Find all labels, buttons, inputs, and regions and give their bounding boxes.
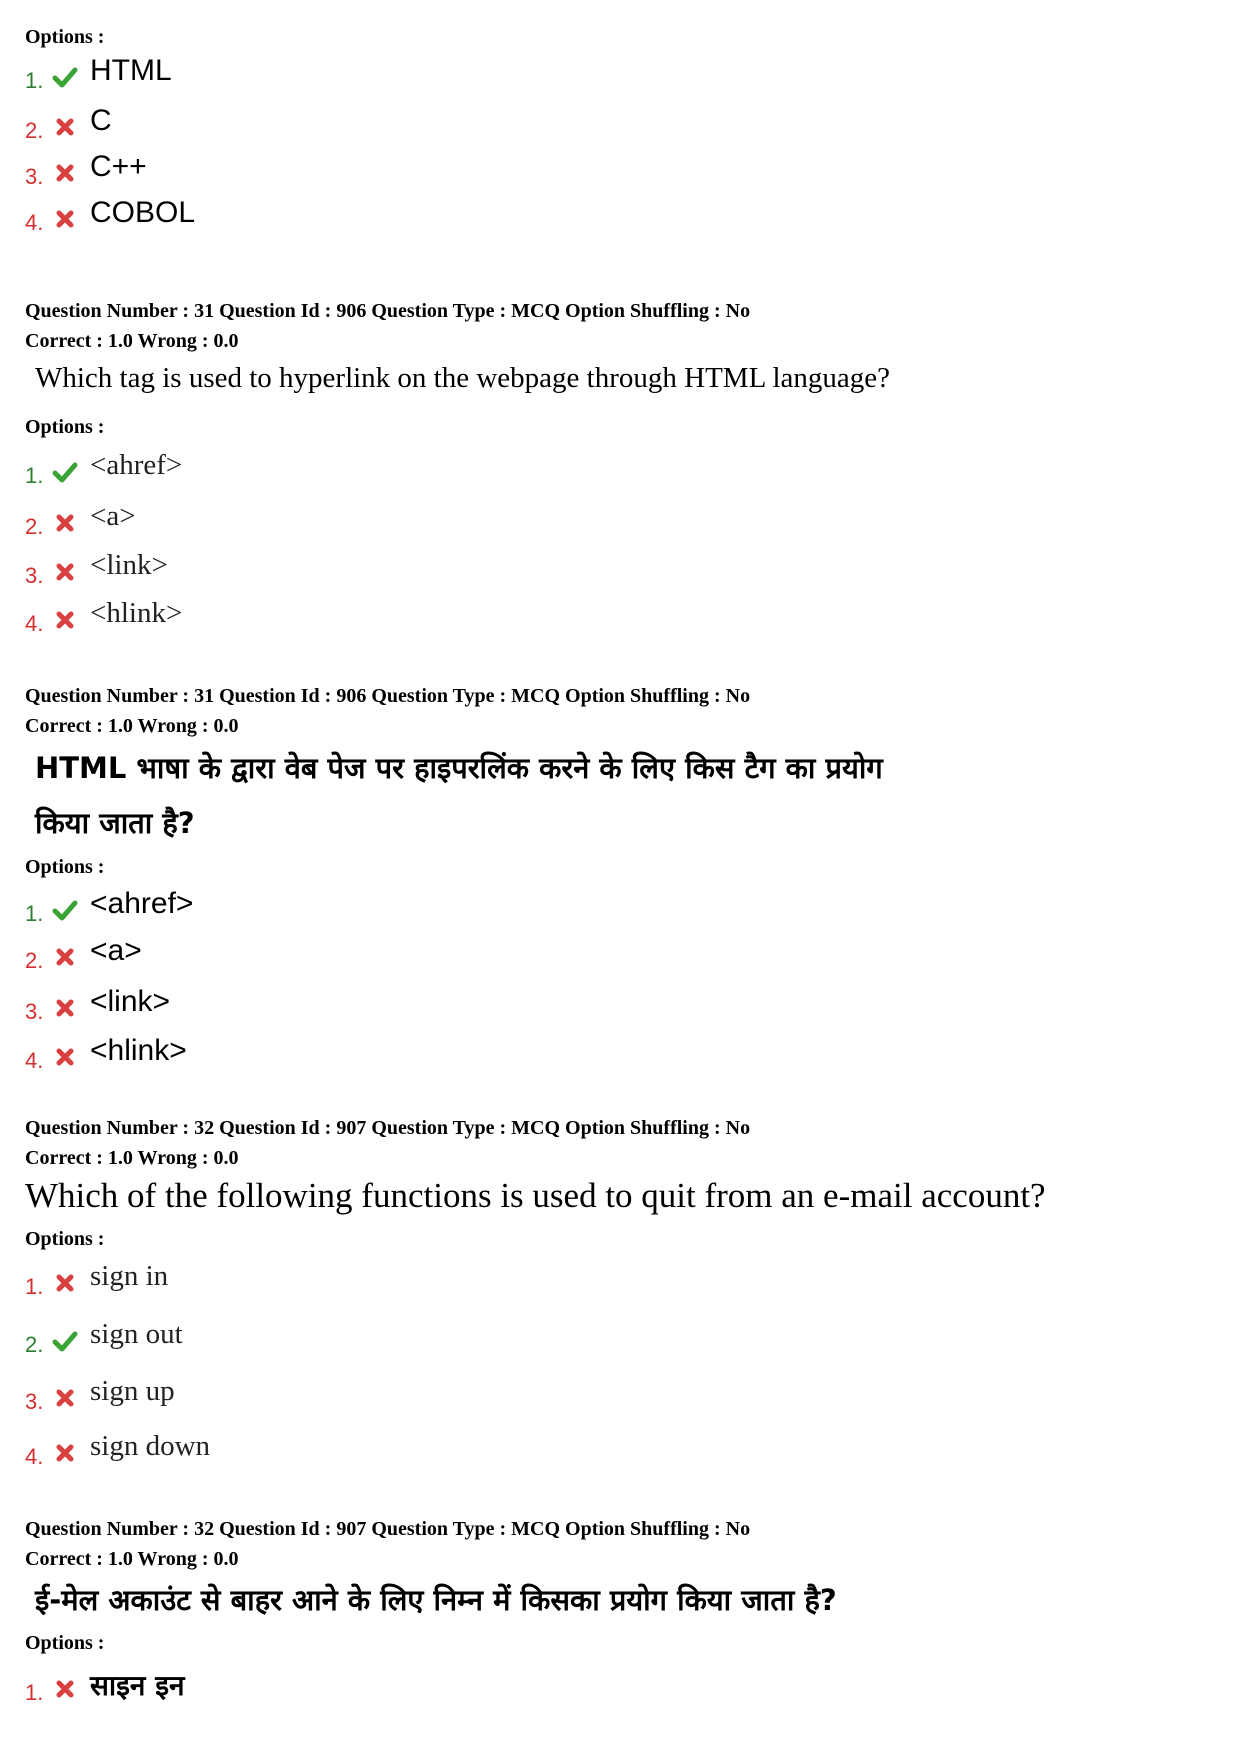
cross-icon bbox=[52, 160, 78, 186]
marks-info: Correct : 1.0 Wrong : 0.0 bbox=[25, 330, 239, 352]
question-text: ई-मेल अकाउंट से बाहर आने के लिए निम्न में किसका प्रयोग किया जाता है? bbox=[35, 1583, 837, 1617]
cross-icon bbox=[52, 1270, 78, 1296]
option-text: sign out bbox=[90, 1318, 183, 1350]
option-1 bbox=[0, 1666, 600, 1706]
question-meta: Question Number : 32 Question Id : 907 Question Type : MCQ Option Shuffling : No bbox=[25, 1518, 751, 1540]
option-4 bbox=[0, 1430, 600, 1470]
option-number: 3. bbox=[25, 1389, 44, 1414]
option-number: 2. bbox=[25, 948, 44, 973]
question-text: Which tag is used to hyperlink on the webpage through HTML language? bbox=[35, 362, 891, 394]
options-heading: Options : bbox=[25, 856, 105, 878]
option-number: 1. bbox=[25, 68, 44, 93]
option-2 bbox=[0, 1318, 600, 1358]
option-text: साइन इन bbox=[90, 1669, 185, 1702]
option-4 bbox=[0, 597, 600, 637]
option-number: 2. bbox=[25, 1332, 44, 1357]
question-text-line-1: HTML भाषा के द्वारा वेब पेज पर हाइपरलिंक करने के लिए किस टैग का प्रयोग bbox=[35, 751, 883, 785]
option-3 bbox=[0, 150, 600, 190]
option-text: <link> bbox=[90, 549, 168, 581]
cross-icon bbox=[52, 607, 78, 633]
option-text: C bbox=[90, 104, 112, 137]
cross-icon bbox=[52, 1044, 78, 1070]
option-3 bbox=[0, 1375, 600, 1415]
option-text: sign down bbox=[90, 1430, 211, 1462]
option-number: 1. bbox=[25, 1680, 44, 1705]
check-icon bbox=[52, 1328, 78, 1354]
cross-icon bbox=[52, 1676, 78, 1702]
question-text: Which of the following functions is used to quit from an e-mail account? bbox=[25, 1176, 1046, 1215]
question-meta: Question Number : 31 Question Id : 906 Question Type : MCQ Option Shuffling : No bbox=[25, 300, 751, 322]
option-2 bbox=[0, 500, 600, 540]
option-number: 4. bbox=[25, 611, 44, 636]
option-text: <hlink> bbox=[90, 1034, 187, 1067]
cross-icon bbox=[52, 114, 78, 140]
option-text: COBOL bbox=[90, 196, 196, 229]
options-heading: Options : bbox=[25, 1632, 105, 1654]
option-number: 4. bbox=[25, 1444, 44, 1469]
option-text: C++ bbox=[90, 150, 147, 183]
option-2 bbox=[0, 934, 600, 974]
cross-icon bbox=[52, 1440, 78, 1466]
option-number: 1. bbox=[25, 1274, 44, 1299]
option-text: <a> bbox=[90, 934, 142, 967]
option-text: <ahref> bbox=[90, 449, 183, 481]
option-text: <ahref> bbox=[90, 887, 194, 920]
option-1 bbox=[0, 54, 600, 94]
cross-icon bbox=[52, 206, 78, 232]
cross-icon bbox=[52, 944, 78, 970]
options-heading: Options : bbox=[25, 26, 105, 48]
check-icon bbox=[52, 459, 78, 485]
check-icon bbox=[52, 897, 78, 923]
option-number: 3. bbox=[25, 164, 44, 189]
cross-icon bbox=[52, 510, 78, 536]
option-2 bbox=[0, 104, 600, 144]
option-number: 1. bbox=[25, 901, 44, 926]
options-heading: Options : bbox=[25, 416, 105, 438]
marks-info: Correct : 1.0 Wrong : 0.0 bbox=[25, 1147, 239, 1169]
option-text: sign up bbox=[90, 1375, 175, 1407]
option-text: <hlink> bbox=[90, 597, 183, 629]
marks-info: Correct : 1.0 Wrong : 0.0 bbox=[25, 715, 239, 737]
option-number: 4. bbox=[25, 210, 44, 235]
option-text: sign in bbox=[90, 1260, 169, 1292]
check-icon bbox=[52, 64, 78, 90]
option-number: 1. bbox=[25, 463, 44, 488]
marks-info: Correct : 1.0 Wrong : 0.0 bbox=[25, 1548, 239, 1570]
cross-icon bbox=[52, 559, 78, 585]
option-number: 2. bbox=[25, 514, 44, 539]
cross-icon bbox=[52, 1385, 78, 1411]
option-4 bbox=[0, 1034, 600, 1074]
option-number: 3. bbox=[25, 563, 44, 588]
option-3 bbox=[0, 549, 600, 589]
option-1 bbox=[0, 449, 600, 489]
option-number: 3. bbox=[25, 999, 44, 1024]
cross-icon bbox=[52, 995, 78, 1021]
option-3 bbox=[0, 985, 600, 1025]
option-text: HTML bbox=[90, 54, 172, 87]
option-text: <link> bbox=[90, 985, 171, 1018]
option-text: <a> bbox=[90, 500, 136, 532]
option-number: 2. bbox=[25, 118, 44, 143]
option-4 bbox=[0, 196, 600, 236]
option-number: 4. bbox=[25, 1048, 44, 1073]
option-1 bbox=[0, 887, 600, 927]
question-meta: Question Number : 31 Question Id : 906 Question Type : MCQ Option Shuffling : No bbox=[25, 685, 751, 707]
options-heading: Options : bbox=[25, 1228, 105, 1250]
question-text-line-2: किया जाता है? bbox=[35, 806, 195, 840]
question-meta: Question Number : 32 Question Id : 907 Question Type : MCQ Option Shuffling : No bbox=[25, 1117, 751, 1139]
option-1 bbox=[0, 1260, 600, 1300]
